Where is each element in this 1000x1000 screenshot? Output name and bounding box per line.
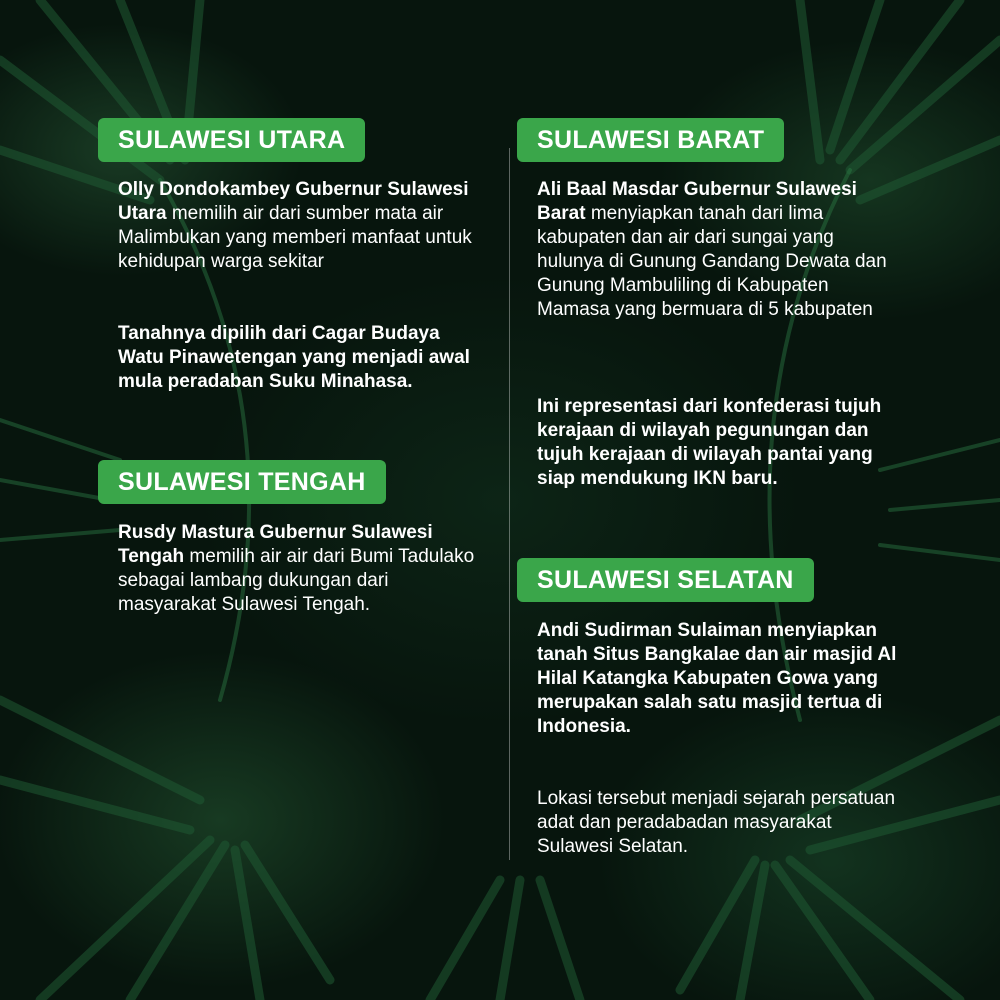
paragraph-utara-1	[118, 178, 488, 274]
paragraph-utara-2	[118, 322, 488, 394]
paragraph-selatan-1	[537, 619, 897, 739]
heading-sulawesi-utara: SULAWESI UTARA	[98, 118, 365, 162]
tengah-text: memilih air air dari Bumi Tadulako sebagai lambang dukungan dari masyarakat Sulawesi Tengah.	[118, 546, 475, 615]
selatan-bold-text: Andi Sudirman Sulaiman menyiapkan tanah Situs Bangkalae dan air masjid Al Hilal Katangka Kabupaten Gowa yang merupakan salah satu masjid tertua di Indonesia.	[537, 620, 897, 737]
column-divider	[509, 148, 510, 860]
heading-sulawesi-tengah: SULAWESI TENGAH	[98, 460, 386, 504]
heading-sulawesi-selatan: SULAWESI SELATAN	[517, 558, 814, 602]
barat-bold-text-2: Ini representasi dari konfederasi tujuh kerajaan di wilayah pegunungan dan tujuh kerajaan di wilayah pantai yang siap mendukung IKN baru.	[537, 396, 882, 489]
paragraph-tengah-1	[118, 521, 488, 617]
tengah-bold-text: Rusdy Mastura Gubernur Sulawesi Tengah	[118, 522, 433, 567]
paragraph-selatan-2	[537, 787, 897, 859]
paragraph-barat-2	[537, 395, 897, 491]
utara-bold-text: Olly Dondokambey Gubernur Sulawesi Utara	[118, 179, 469, 224]
utara-bold-text-2: Tanahnya dipilih dari Cagar Budaya Watu Pinawetengan yang menjadi awal mula peradaban Suku Minahasa.	[118, 323, 470, 392]
barat-text: menyiapkan tanah dari lima kabupaten dan air dari sungai yang hulunya di Gunung Gandang Dewata dan Gunung Mambuliling di Kabupaten Mamasa yang bermuara di 5 kabupaten	[537, 203, 887, 320]
paragraph-barat-1	[537, 178, 897, 322]
utara-text: memilih air dari sumber mata air Malimbukan yang memberi manfaat untuk kehidupan warga sekitar	[118, 203, 472, 272]
barat-bold-text: Ali Baal Masdar Gubernur Sulawesi Barat	[537, 179, 857, 224]
selatan-text: Lokasi tersebut menjadi sejarah persatuan adat dan peradabadan masyarakat Sulawesi Selatan.	[537, 788, 896, 857]
heading-sulawesi-barat: SULAWESI BARAT	[517, 118, 784, 162]
